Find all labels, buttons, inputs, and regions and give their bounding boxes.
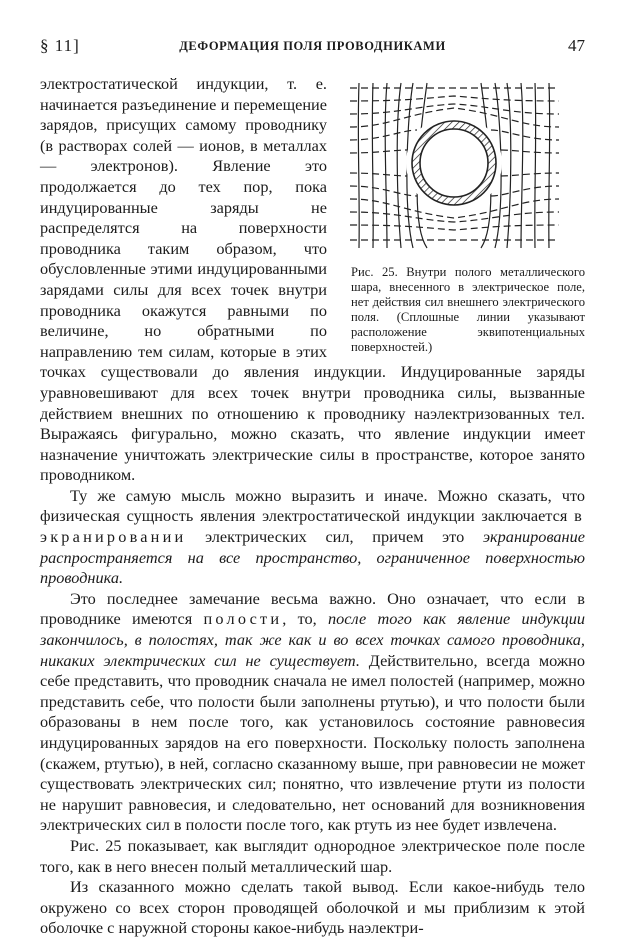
italic-emphasis: после того как явление индукции закончилось, в полостях, так же как и во всех точках самого проводника, никаких электрических сил не существует. [40,609,586,670]
page-number: 47 [568,36,585,55]
figure-25 [347,78,585,355]
paragraph-1: электростатической индукции, т. е. начинается разъединение и перемещение зарядов, присущих самому проводнику (в растворах солей — ионов, в металлах — электронов). Явление это продолжается до тех пор, пока индуцированные заряды не распределятся на поверхности проводника таким образом, что обусловленные этими индуцированными зарядами силы для всех точек внутри проводника окажутся равными по величине, но обратными по направлению тем силам, которые в этих точках существовали до явления индукции. Индуцированные заряды уравновешивают для всех точек внутри проводника силы, вызванные действием внешних по отношению к проводнику наэлектризованных тел. Выражаясь фигурально, можно сказать, что явление индукции имеет назначение уничтожать электрические силы в пространстве, которое занято проводником. [40,74,585,485]
paragraph-5: Из сказанного можно сделать такой вывод. Если какое-нибудь тело окружено со всех сторон проводящей оболочкой и мы приблизим к этой оболочке с наружной стороны какое-нибудь наэлектри- [40,877,585,938]
spaced-emphasis: в экранировании [40,506,585,547]
figure-caption: Рис. 25. Внутри полого металлического шара, внесенного в электрическое поле, нет действия сил внешнего электрического поля. (Сплошные линии указывают расположение эквипотенциальных поверхностей.) [351,265,585,354]
italic-emphasis: экранирование распространяется на все пространство, ограниченное поверхностью проводника. [40,527,585,588]
body-text [40,74,585,939]
field-diagram [347,78,562,253]
paragraph-3: Это последнее замечание весьма важно. Оно означает, что если в проводнике имеются полости, то, после того как явление индукции закончилось, в полостях, так же как и во всех точках самого проводника, никаких электрических сил не существует. Действительно, всегда можно себе представить, что проводник сначала не имел полостей (например, можно представить себе, что полости были заполнены ртутью), и что полости были образованы в нем после того, как установилось состояние равновесия индуцированных зарядов на его поверхности. Поскольку полость заполнена (скажем, ртутью), в ней, согласно сказанному выше, при равновесии не может существовать электрических сил; понятно, что извлечение ртути из полости не нарушит равновесия, и следовательно, нет оснований для возникновения электрических сил в полости после того, как ртуть из нее будет извлечена. [40,588,586,835]
section-number: § 11] [40,36,80,55]
running-header [40,36,585,58]
paragraph-2: Ту же самую мысль можно выразить и иначе. Можно сказать, что физическая сущность явления электростатической индукции заключается в экранировании электрических сил, причем это экранирование распространяется на все пространство, ограниченное поверхностью проводника. [40,485,585,588]
paragraph-4: Рис. 25 показывает, как выглядит однородное электрическое поле после того, как в него внесен полый металлический шар. [40,835,585,876]
spaced-emphasis: полости [203,609,283,629]
running-title: ДЕФОРМАЦИЯ ПОЛЯ ПРОВОДНИКАМИ [179,39,446,53]
sphere-cavity [420,129,488,197]
